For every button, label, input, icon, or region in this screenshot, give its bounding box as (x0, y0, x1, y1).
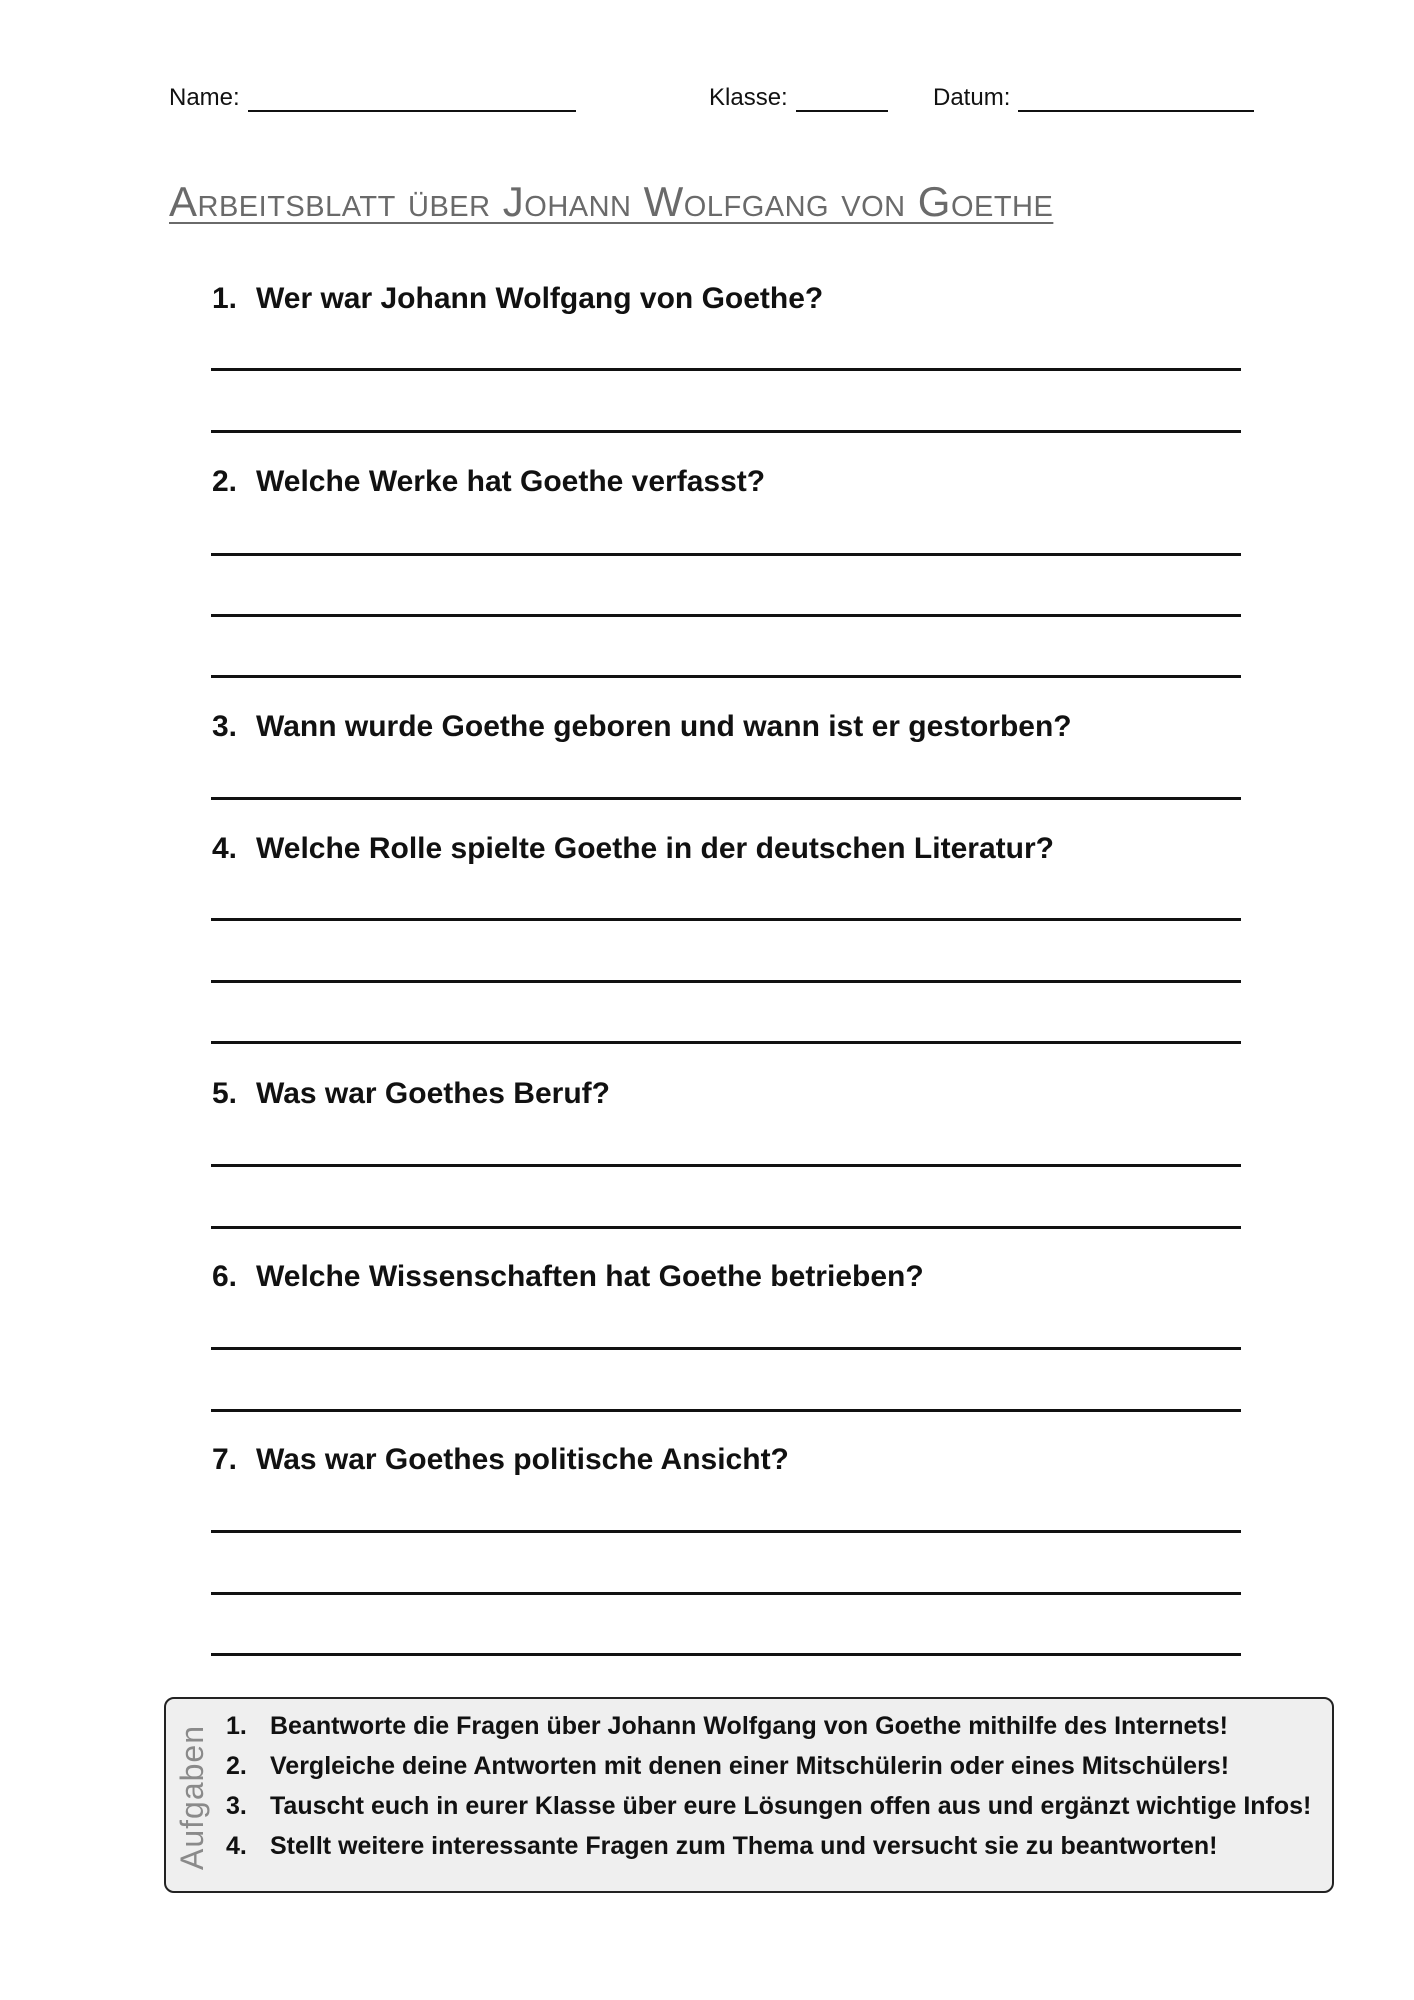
name-field[interactable] (169, 84, 576, 112)
question-text: Welche Wissenschaften hat Goethe betrieben? (256, 1260, 924, 1293)
class-blank[interactable] (796, 86, 888, 112)
answer-line[interactable] (211, 430, 1241, 433)
answer-line[interactable] (211, 1226, 1241, 1229)
question-number: 4. (212, 832, 238, 865)
question-number: 6. (212, 1260, 238, 1293)
question-7 (212, 1443, 789, 1477)
date-field[interactable] (933, 84, 1254, 112)
page-title: Arbeitsblatt über Johann Wolfgang von Goethe (169, 178, 1054, 225)
answer-line[interactable] (211, 368, 1241, 371)
question-text: Wer war Johann Wolfgang von Goethe? (256, 282, 824, 315)
name-label: Name: (169, 84, 240, 111)
task-item-2 (226, 1752, 1311, 1792)
answer-line[interactable] (211, 797, 1241, 800)
question-number: 5. (212, 1077, 238, 1110)
tasks-side-label: Aufgaben (174, 1724, 210, 1870)
question-3 (212, 710, 1072, 744)
question-number: 1. (212, 282, 238, 315)
question-number: 3. (212, 710, 238, 743)
class-label: Klasse: (709, 84, 788, 111)
task-item-1 (226, 1712, 1311, 1752)
answer-line[interactable] (211, 1653, 1241, 1656)
question-text: Was war Goethes Beruf? (256, 1077, 610, 1110)
question-4 (212, 832, 1054, 866)
answer-line[interactable] (211, 1347, 1241, 1350)
date-label: Datum: (933, 84, 1011, 111)
header-fields (0, 84, 1414, 124)
answer-line[interactable] (211, 675, 1241, 678)
question-number: 2. (212, 465, 238, 498)
question-text: Welche Rolle spielte Goethe in der deutschen Literatur? (256, 832, 1054, 865)
answer-line[interactable] (211, 1592, 1241, 1595)
task-number: 3. (226, 1792, 247, 1820)
answer-line[interactable] (211, 980, 1241, 983)
question-6 (212, 1260, 924, 1294)
task-list (226, 1712, 1311, 1872)
class-field[interactable] (709, 84, 888, 112)
task-text: Vergleiche deine Antworten mit denen einer Mitschülerin oder eines Mitschülers! (270, 1752, 1230, 1780)
answer-line[interactable] (211, 1409, 1241, 1412)
task-number: 2. (226, 1752, 247, 1780)
answer-line[interactable] (211, 1041, 1241, 1044)
question-number: 7. (212, 1443, 238, 1476)
task-number: 4. (226, 1832, 247, 1860)
question-5 (212, 1077, 610, 1111)
answer-line[interactable] (211, 614, 1241, 617)
question-2 (212, 465, 765, 499)
question-text: Was war Goethes politische Ansicht? (256, 1443, 789, 1476)
answer-line[interactable] (211, 553, 1241, 556)
date-blank[interactable] (1018, 86, 1254, 112)
question-text: Wann wurde Goethe geboren und wann ist er gestorben? (256, 710, 1072, 743)
question-1 (212, 282, 823, 316)
name-blank[interactable] (248, 86, 576, 112)
task-number: 1. (226, 1712, 247, 1740)
task-text: Tauscht euch in eurer Klasse über eure Lösungen offen aus und ergänzt wichtige Infos! (270, 1792, 1312, 1820)
answer-line[interactable] (211, 1530, 1241, 1533)
answer-line[interactable] (211, 918, 1241, 921)
answer-line[interactable] (211, 1164, 1241, 1167)
task-text: Beantworte die Fragen über Johann Wolfgang von Goethe mithilfe des Internets! (270, 1712, 1228, 1740)
task-text: Stellt weitere interessante Fragen zum Thema und versucht sie zu beantworten! (270, 1832, 1218, 1860)
question-text: Welche Werke hat Goethe verfasst? (256, 465, 766, 498)
task-item-3 (226, 1792, 1311, 1832)
task-item-4 (226, 1832, 1311, 1872)
